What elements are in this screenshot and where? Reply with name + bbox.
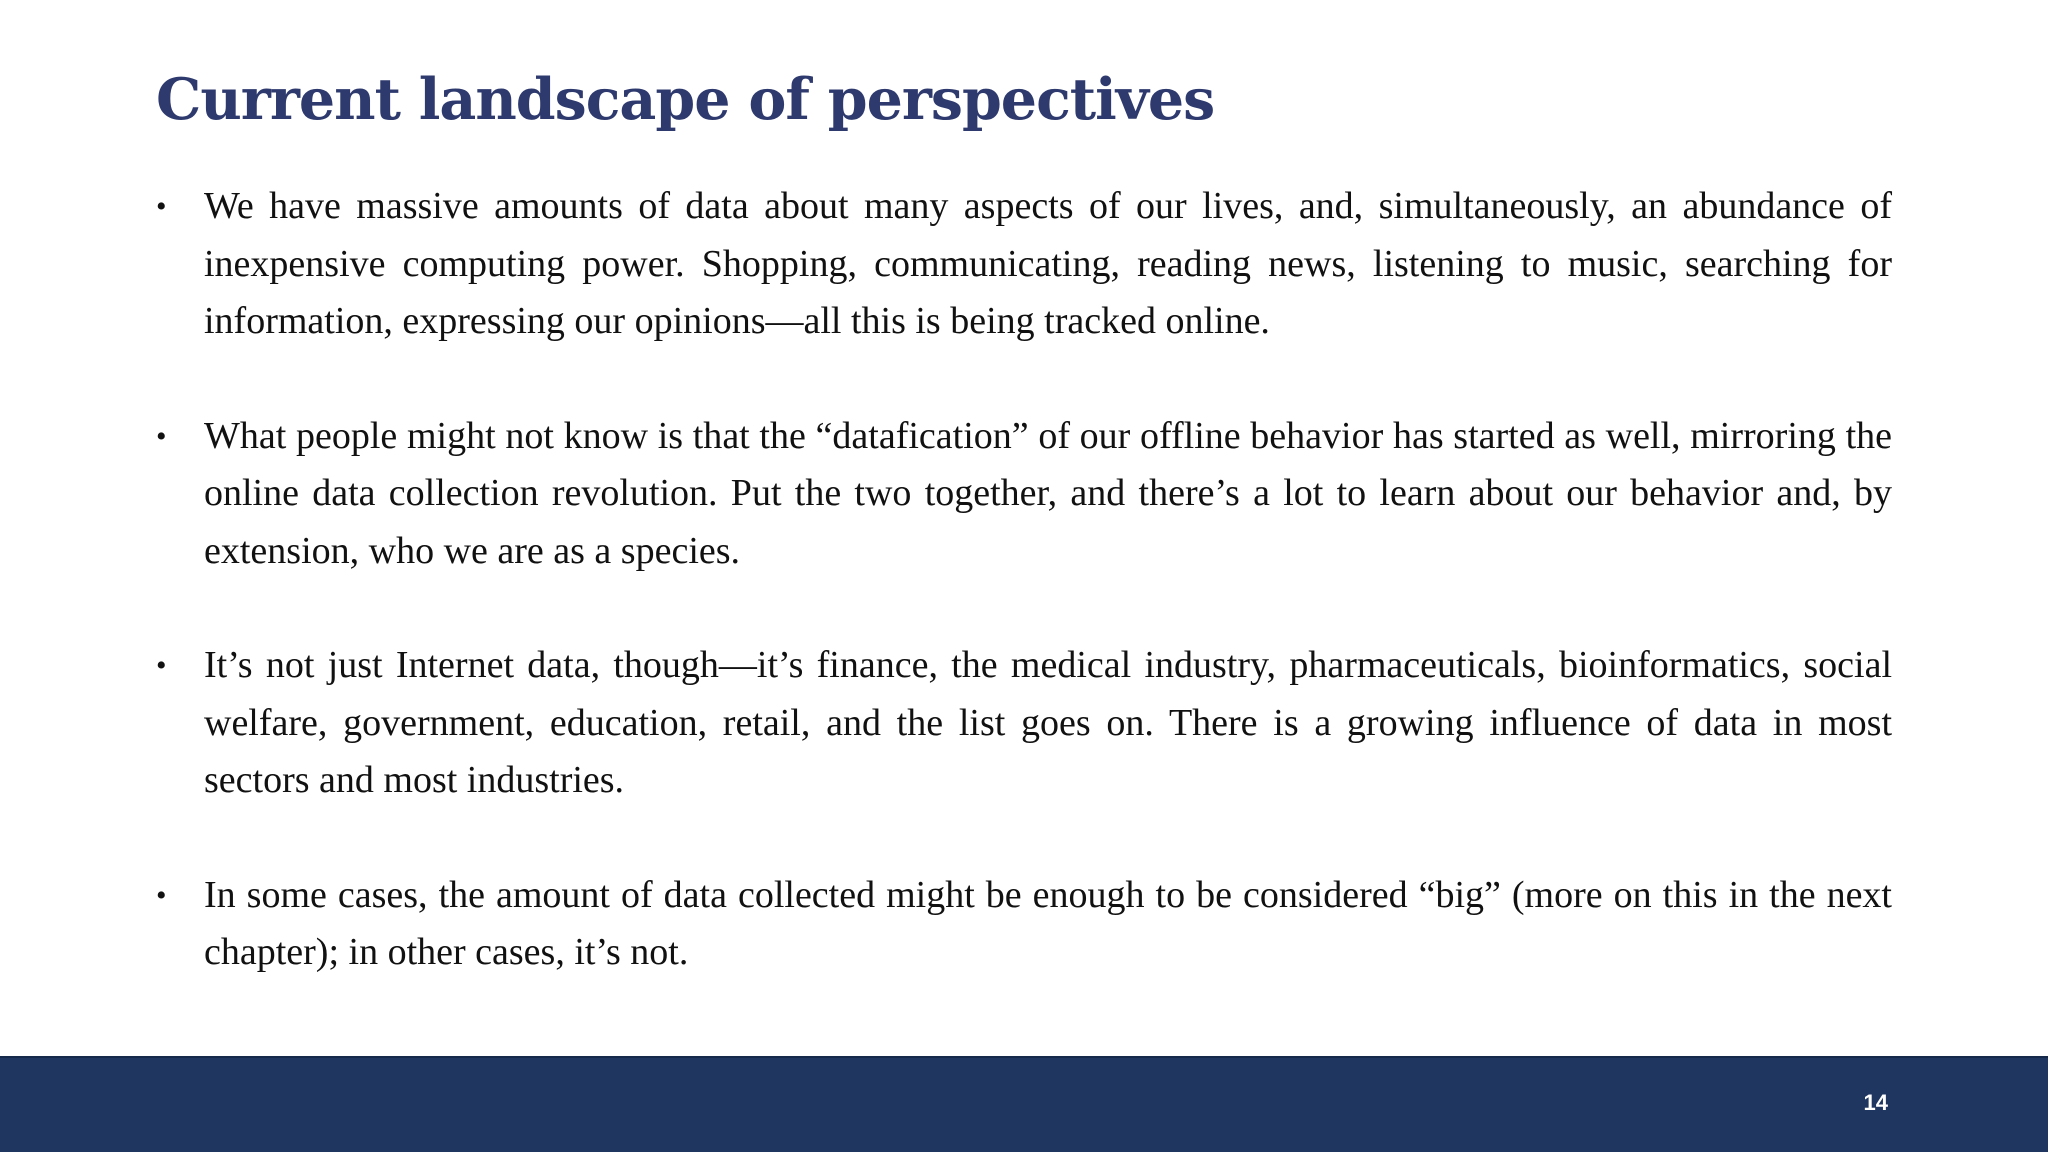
bullet-text: In some cases, the amount of data collected might be enough to be considered “big” (more on this in the next chapter); in other cases, it’s not. — [204, 873, 1892, 973]
bullet-item-datafication-online — [156, 178, 1892, 351]
bullet-dot-icon: • — [156, 419, 167, 453]
bullet-text: It’s not just Internet data, though—it’s finance, the medical industry, pharmaceuticals, bioinformatics, social welfare, government, education, retail, and the list goes on. There is a growing influence of data in most sectors and most industries. — [204, 644, 1892, 801]
bullet-item-big-data — [156, 867, 1892, 982]
bullet-text: We have massive amounts of data about many aspects of our lives, and, simultaneously, an abundance of inexpensive computing power. Shopping, communicating, reading news, listening to music, searching for information, expressing our opinions—all this is being tracked online. — [204, 185, 1892, 342]
bullet-dot-icon: • — [156, 649, 167, 682]
bullet-item-datafication-offline — [156, 408, 1892, 581]
bullet-item-sectors — [156, 637, 1892, 810]
bullet-dot-icon: • — [156, 878, 167, 912]
footer-bar — [0, 1056, 2048, 1152]
bullet-list — [156, 178, 1892, 1039]
bullet-dot-icon: • — [156, 190, 167, 223]
slide-title: Current landscape of perspectives — [156, 66, 1215, 133]
bullet-text: What people might not know is that the “datafication” of our offline behavior has started as well, mirroring the online data collection revolution. Put the two together, and there’s a lot to learn about our behavior and, by extension, who we are as a species. — [204, 414, 1892, 572]
page-number: 14 — [1863, 1090, 1888, 1115]
